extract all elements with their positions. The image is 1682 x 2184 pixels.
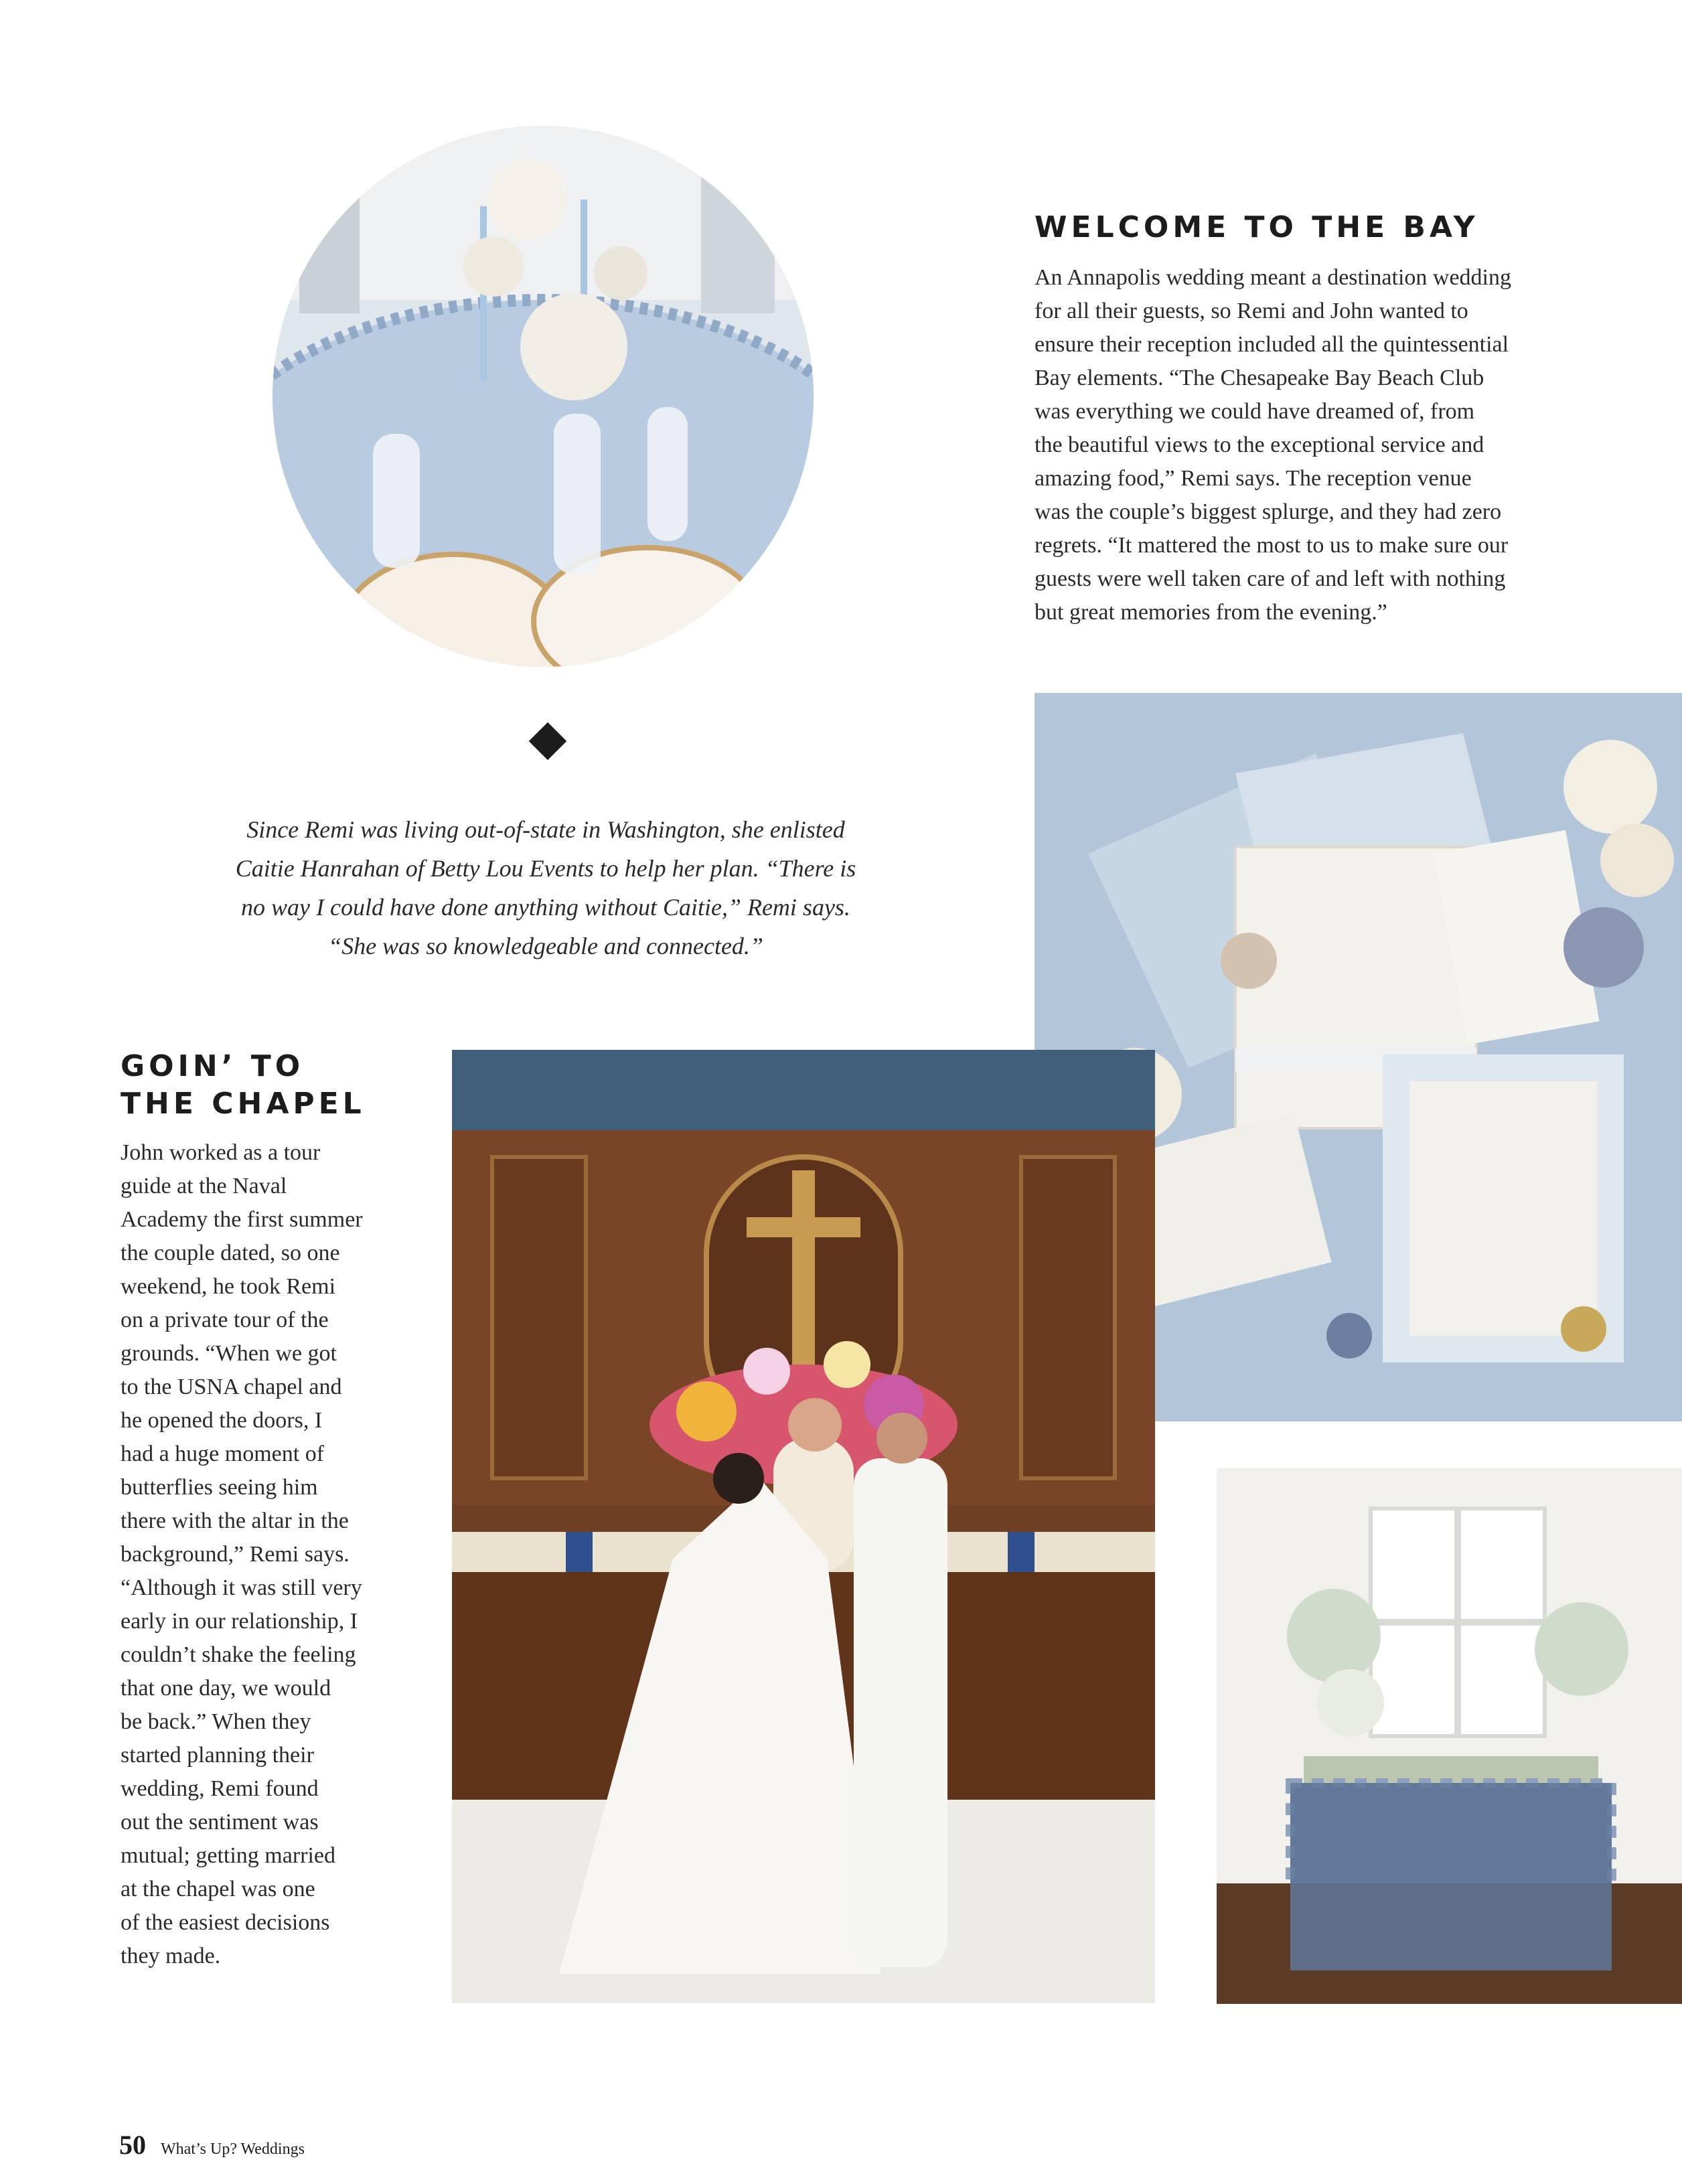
text-line: guests were well taken care of and left with nothing: [1035, 566, 1506, 591]
text-line: background,” Remi says.: [121, 1542, 350, 1567]
text-line: had a huge moment of: [121, 1441, 325, 1466]
text-line: the beautiful views to the exceptional service and: [1035, 433, 1484, 457]
text-line: he opened the doors, I: [121, 1408, 323, 1433]
text-line: for all their guests, so Remi and John wanted to: [1035, 299, 1468, 323]
text-line: that one day, we would: [121, 1676, 331, 1701]
text-line: grounds. “When we got: [121, 1341, 337, 1366]
text-line: Academy the first summer: [121, 1207, 363, 1232]
heading-line: GOIN’ TO: [121, 1049, 305, 1083]
text-line: amazing food,” Remi says. The reception venue: [1035, 466, 1472, 491]
text-line: out the sentiment was: [121, 1810, 319, 1835]
pull-quote: [167, 810, 924, 965]
text-line: butterflies seeing him: [121, 1475, 318, 1500]
text-line: “Although it was still very: [121, 1575, 362, 1600]
text-line: wedding, Remi found: [121, 1776, 319, 1801]
text-line: weekend, he took Remi: [121, 1274, 336, 1299]
quote-line: no way I could have done anything without Caitie,” Remi says.: [241, 894, 850, 921]
chapel-heading: [121, 1048, 366, 1123]
text-line: of the easiest decisions: [121, 1910, 330, 1935]
sweetheart-table-photo: [1217, 1468, 1682, 2004]
text-line: be back.” When they: [121, 1709, 311, 1734]
page-number: 50: [119, 2130, 146, 2160]
text-line: at the chapel was one: [121, 1877, 315, 1901]
text-line: early in our relationship, I: [121, 1609, 358, 1634]
quote-line: Caitie Hanrahan of Betty Lou Events to help her plan. “There is: [235, 855, 856, 882]
text-line: John worked as a tour: [121, 1140, 321, 1165]
text-line: to the USNA chapel and: [121, 1375, 342, 1399]
quote-line: Since Remi was living out-of-state in Washington, she enlisted: [246, 816, 845, 843]
text-line: but great memories from the evening.”: [1035, 600, 1387, 625]
text-line: Bay elements. “The Chesapeake Bay Beach Club: [1035, 366, 1484, 390]
chapel-ceremony-photo: [452, 1050, 1155, 2003]
chapel-body-text: [121, 1136, 363, 1973]
text-line: there with the altar in the: [121, 1508, 349, 1533]
text-line: was everything we could have dreamed of, from: [1035, 399, 1475, 424]
quote-line: “She was so knowledgeable and connected.”: [328, 933, 763, 959]
text-line: was the couple’s biggest splurge, and they had zero: [1035, 499, 1502, 524]
diamond-ornament: [529, 722, 567, 761]
text-line: guide at the Naval: [121, 1174, 287, 1198]
publication-name: What’s Up? Weddings: [161, 2140, 305, 2158]
welcome-heading: WELCOME TO THE BAY: [1035, 210, 1479, 244]
table-setting-photo: [273, 126, 814, 667]
text-line: couldn’t shake the feeling: [121, 1642, 356, 1667]
text-line: regrets. “It mattered the most to us to make sure our: [1035, 533, 1509, 558]
text-line: they made.: [121, 1944, 221, 1968]
text-line: An Annapolis wedding meant a destination wedding: [1035, 265, 1511, 290]
heading-line: THE CHAPEL: [121, 1087, 366, 1121]
text-line: started planning their: [121, 1743, 314, 1768]
text-line: the couple dated, so one: [121, 1241, 340, 1265]
text-line: mutual; getting married: [121, 1843, 336, 1868]
text-line: on a private tour of the: [121, 1308, 329, 1332]
page-footer: [119, 2129, 305, 2163]
welcome-body-text: [1035, 261, 1511, 629]
text-line: ensure their reception included all the quintessential: [1035, 332, 1509, 357]
